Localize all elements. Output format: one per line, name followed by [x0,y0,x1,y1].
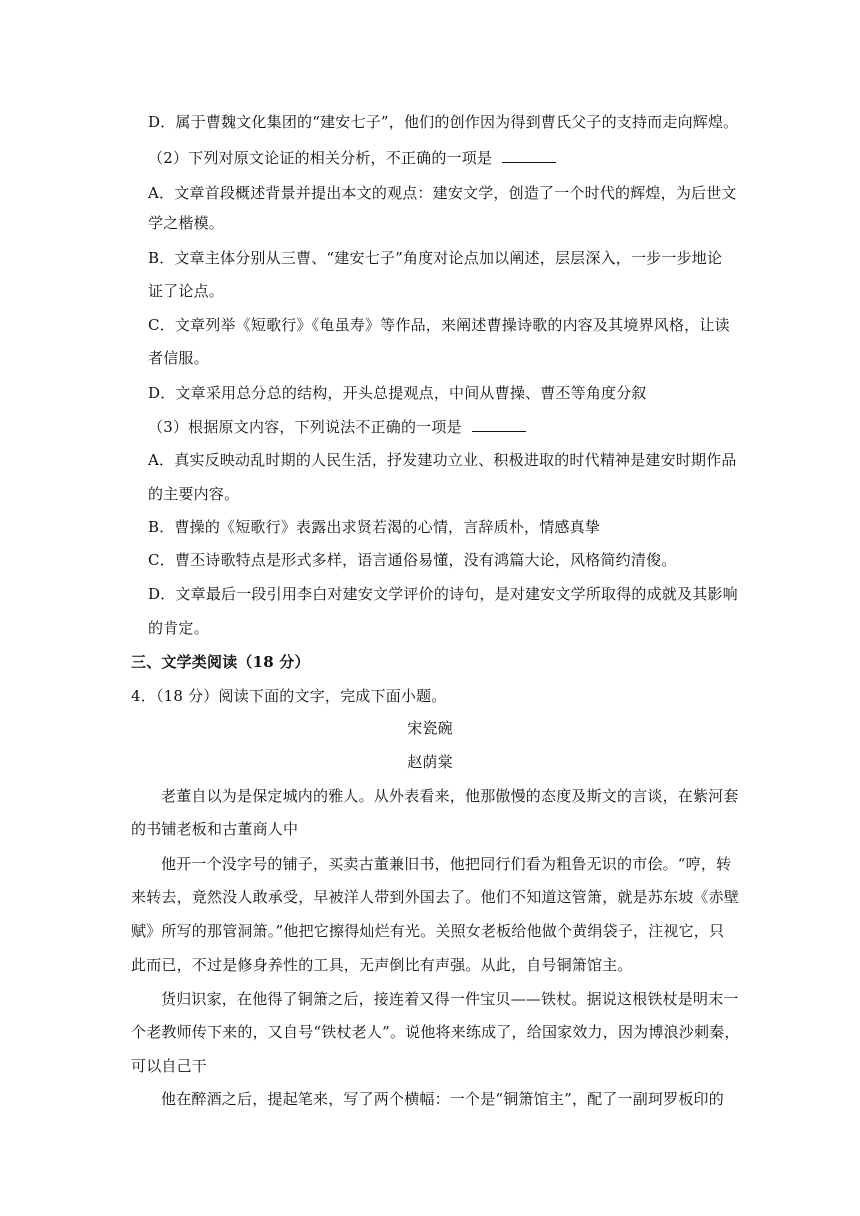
paragraph-line: 货归识家，在他得了铜箫之后，接连着又得一件宝贝——铁杖。据说这根铁杖是明末一 [161,990,739,1008]
paragraph-line: 他开一个没字号的铺子，买卖古董兼旧书，他把同行们看为粗鲁无识的市侩。“哼，转 [161,855,732,873]
paragraph-line: 赋》所写的那管洞箫。”他把它擦得灿烂有光。关照女老板给他做个黄绢袋子，注视它，只 [131,922,725,940]
option-d-line: D．文章最后一段引用李白对建安文学评价的诗句，是对建安文学所取得的成就及其影响 [148,585,738,603]
option-d-line: D．属于曹魏文化集团的“建安七子”，他们的创作因为得到曹氏父子的支持而走向辉煌。 [148,113,739,131]
article-author: 赵荫棠 [407,753,453,771]
option-b-line: B．文章主体分别从三曹、“建安七子”角度对论点加以阐述，层层深入，一步一步地论 [148,249,723,267]
section-heading: 三、文学类阅读（18 分） [131,653,310,671]
option-a-line: A．文章首段概述背景并提出本文的观点：建安文学，创造了一个时代的辉煌，为后世文 [148,184,737,202]
option-d-continuation: 的肯定。 [148,619,209,637]
option-b-line: B．曹操的《短歌行》表露出求贤若渴的心情，言辞质朴，情感真挚 [148,518,601,536]
option-d-line: D．文章采用总分总的结构，开头总提观点，中间从曹操、曹丕等角度分叙 [148,384,647,402]
option-c-line: C．文章列举《短歌行》《龟虽寿》等作品，来阐述曹操诗歌的内容及其境界风格，让读 [148,316,730,334]
paragraph-line: 他在醉酒之后，提起笔来，写了两个横幅：一个是“铜箫馆主”，配了一副珂罗板印的 [161,1090,724,1108]
option-b-continuation: 证了论点。 [148,282,225,300]
question-2-text: （2）下列对原文论证的相关分析，不正确的一项是 [148,149,493,167]
option-c-line: C．曹丕诗歌特点是形式多样，语言通俗易懂，没有鸿篇大论，风格简约清俊。 [148,551,677,569]
article-title: 宋瓷碗 [407,719,453,737]
option-a-continuation: 的主要内容。 [148,485,240,503]
paragraph-line: 的书铺老板和古董商人中 [131,820,299,838]
option-a-continuation: 学之楷模。 [148,214,225,232]
answer-blank [502,148,556,163]
question-3-line [148,417,526,437]
question-3-text: （3）根据原文内容，下列说法不正确的一项是 [148,418,462,436]
option-a-line: A．真实反映动乱时期的人民生活，抒发建功立业、积极进取的时代精神是建安时期作品 [148,451,737,469]
paragraph-line: 可以自己干 [131,1057,208,1075]
paragraph-line: 个老教师传下来的，又自号“铁杖老人”。说他将来练成了，给国家效力，因为博浪沙刺秦， [131,1023,740,1041]
paragraph-line: 来转去，竟然没人敢承受，早被洋人带到外国去了。他们不知道这管箫，就是苏东坡《赤壁 [131,888,740,906]
paragraph-line: 此而已，不过是修身养性的工具，无声倒比有声强。从此，自号铜箫馆主。 [131,956,633,974]
question-2-line [148,148,556,168]
answer-blank [472,417,526,432]
paragraph-line: 老董自以为是保定城内的雅人。从外表看来，他那傲慢的态度及斯文的言谈，在紫河套 [161,787,739,805]
option-c-continuation: 者信服。 [148,349,209,367]
question-4-line: 4．（18 分）阅读下面的文字，完成下面小题。 [131,687,447,705]
